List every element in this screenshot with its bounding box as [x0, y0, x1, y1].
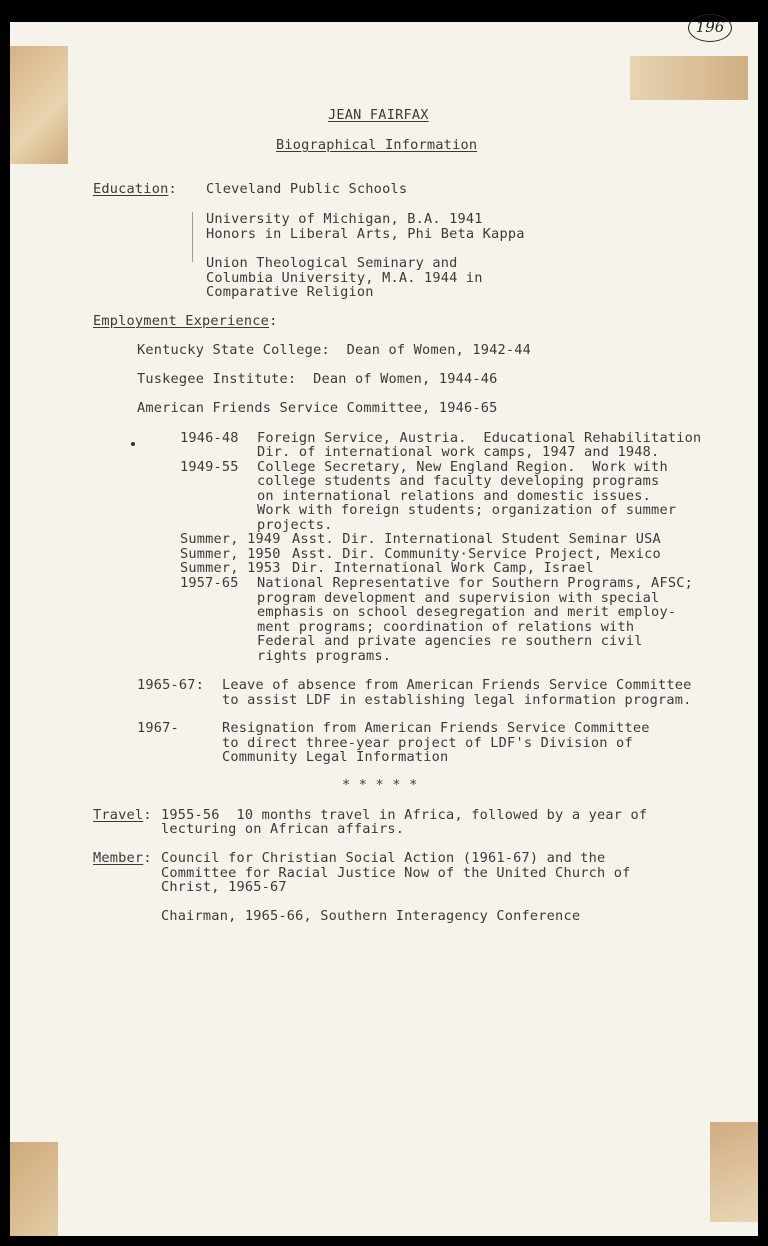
section-separator: * * * * * [342, 777, 418, 793]
education-label-text: Education [93, 181, 169, 197]
employment-label-colon: : [269, 313, 278, 329]
education-label [93, 182, 177, 197]
education-school-3-line-2: Columbia University, M.A. 1944 in [206, 270, 483, 286]
travel-line-2: lecturing on African affairs. [161, 821, 405, 837]
later-date-1: 1965-67: [137, 677, 205, 693]
employment-item-3: American Friends Service Committee, 1946-65 [137, 400, 498, 416]
document-subtitle: Biographical Information [276, 137, 478, 153]
afsc-5-line-1: Dir. International Work Camp, Israel [292, 560, 594, 576]
education-label-colon: : [168, 181, 177, 197]
afsc-6-line-5: Federal and private agencies re southern civil [257, 633, 643, 649]
employment-item-1: Kentucky State College: Dean of Women, 1942-44 [137, 342, 532, 358]
travel-line-1: 1955-56 10 months travel in Africa, followed by a year of [161, 807, 648, 823]
afsc-date-1: 1946-48 [180, 430, 239, 446]
afsc-2-line-4: Work with foreign students; organization of summer [257, 502, 677, 518]
tape-top-right [630, 56, 748, 100]
member-line-2: Committee for Racial Justice Now of the United Church of [161, 865, 631, 881]
margin-bracket [192, 212, 193, 262]
education-school-3-line-3: Comparative Religion [206, 284, 374, 300]
afsc-6-line-2: program development and supervision with special [257, 590, 660, 606]
tape-bottom-left [10, 1142, 58, 1236]
later-2-line-2: to direct three-year project of LDF's Division of [222, 735, 633, 751]
education-school-2-line-2: Honors in Liberal Arts, Phi Beta Kappa [206, 226, 525, 242]
bullet-mark [131, 442, 135, 446]
later-2-line-3: Community Legal Information [222, 749, 449, 765]
afsc-date-3: Summer, 1949 [180, 531, 281, 547]
afsc-date-6: 1957-65 [180, 575, 239, 591]
afsc-4-line-1: Asst. Dir. Community·Service Project, Mexico [292, 546, 661, 562]
afsc-2-line-1: College Secretary, New England Region. Work with [257, 459, 668, 475]
employment-label [93, 314, 277, 329]
afsc-date-4: Summer, 1950 [180, 546, 281, 562]
education-school-1: Cleveland Public Schools [206, 181, 408, 197]
document-title: JEAN FAIRFAX [328, 107, 429, 123]
education-school-3-line-1: Union Theological Seminary and [206, 255, 458, 271]
member-label-colon: : [143, 850, 152, 866]
afsc-date-2: 1949-55 [180, 459, 239, 475]
afsc-6-line-4: ment programs; coordination of relations with [257, 619, 635, 635]
member-label-text: Member [93, 850, 144, 866]
afsc-3-line-1: Asst. Dir. International Student Seminar USA [292, 531, 661, 547]
member-line-3: Christ, 1965-67 [161, 879, 287, 895]
later-1-line-2: to assist LDF in establishing legal information program. [222, 692, 692, 708]
afsc-6-line-6: rights programs. [257, 648, 392, 664]
member-line-1: Council for Christian Social Action (1961-67) and the [161, 850, 606, 866]
employment-item-2: Tuskegee Institute: Dean of Women, 1944-46 [137, 371, 498, 387]
tape-top-left [10, 46, 68, 164]
later-1-line-1: Leave of absence from American Friends Service Committee [222, 677, 692, 693]
employment-label-text: Employment Experience [93, 313, 270, 329]
travel-label [93, 808, 152, 823]
afsc-2-line-3: on international relations and domestic issues. [257, 488, 652, 504]
later-date-2: 1967- [137, 720, 179, 736]
afsc-1-line-1: Foreign Service, Austria. Educational Rehabilitation [257, 430, 702, 446]
afsc-date-5: Summer, 1953 [180, 560, 281, 576]
tape-bottom-right [710, 1122, 758, 1222]
afsc-1-line-2: Dir. of international work camps, 1947 and 1948. [257, 444, 660, 460]
afsc-6-line-3: emphasis on school desegregation and merit employ- [257, 604, 677, 620]
member-label [93, 851, 152, 866]
afsc-6-line-1: National Representative for Southern Programs, AFSC; [257, 575, 693, 591]
later-2-line-1: Resignation from American Friends Service Committee [222, 720, 650, 736]
education-school-2-line-1: University of Michigan, B.A. 1941 [206, 211, 483, 227]
travel-label-colon: : [143, 807, 152, 823]
member-extra: Chairman, 1965-66, Southern Interagency Conference [161, 908, 581, 924]
travel-label-text: Travel [93, 807, 144, 823]
afsc-2-line-2: college students and faculty developing programs [257, 473, 660, 489]
page-number: 196 [688, 14, 732, 42]
afsc-2-line-5: projects. [257, 517, 333, 533]
